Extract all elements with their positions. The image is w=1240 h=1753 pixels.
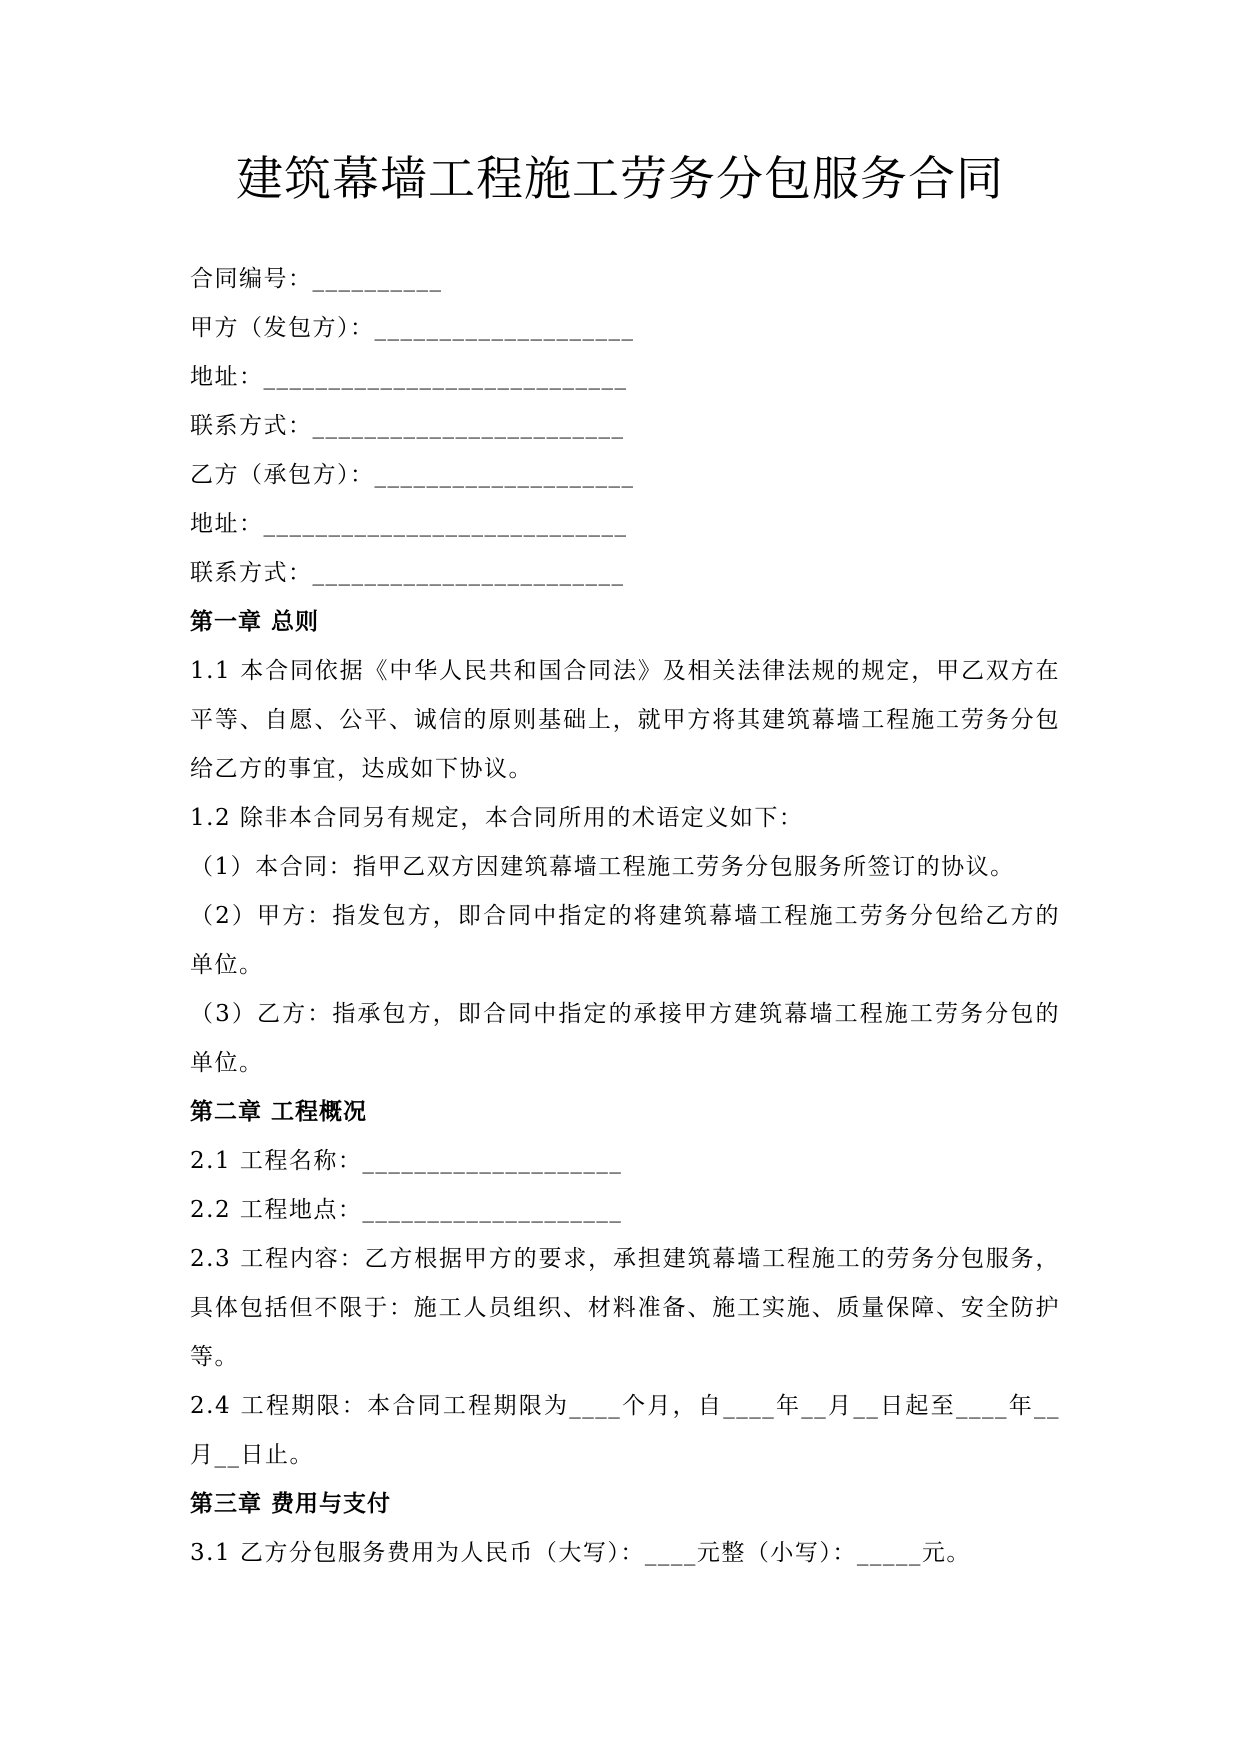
clause-1-2: 1.2 除非本合同另有规定，本合同所用的术语定义如下： [190,805,804,831]
party-b-contact-field: 联系方式：________________________ [190,560,625,586]
clause-2-3: 2.3 工程内容：乙方根据甲方的要求，承担建筑幕墙工程施工的劳务分包服务，具体包括但不限于：施工人员组织、材料准备、施工实施、质量保障、安全防护等。 [190,1246,1060,1370]
document-title: 建筑幕墙工程施工劳务分包服务合同 [236,152,1004,207]
clause-2-1: 2.1 工程名称：____________________ [190,1148,623,1174]
party-a-address-field: 地址：____________________________ [190,364,628,390]
chapter-3-heading: 第三章 费用与支付 [190,1491,392,1517]
party-b-field: 乙方（承包方）：____________________ [190,462,635,488]
clause-3-1: 3.1 乙方分包服务费用为人民币（大写）：____元整（小写）：_____元。 [190,1540,971,1566]
contract-number-field: 合同编号：__________ [190,266,443,292]
definition-2: （2）甲方：指发包方，即合同中指定的将建筑幕墙工程施工劳务分包给乙方的单位。 [190,903,1060,978]
chapter-2-heading: 第二章 工程概况 [190,1099,368,1125]
party-a-contact-field: 联系方式：________________________ [190,413,625,439]
clause-2-2: 2.2 工程地点：____________________ [190,1197,623,1223]
definition-1: （1）本合同：指甲乙双方因建筑幕墙工程施工劳务分包服务所签订的协议。 [190,854,1015,880]
definition-3: （3）乙方：指承包方，即合同中指定的承接甲方建筑幕墙工程施工劳务分包的单位。 [190,1001,1060,1076]
party-b-address-field: 地址：____________________________ [190,511,628,537]
clause-1-1: 1.1 本合同依据《中华人民共和国合同法》及相关法律法规的规定，甲乙双方在平等、自愿、公平、诚信的原则基础上，就甲方将其建筑幕墙工程施工劳务分包给乙方的事宜，达成如下协议。 [190,658,1060,782]
chapter-1-heading: 第一章 总则 [190,609,320,635]
party-a-field: 甲方（发包方）：____________________ [190,315,635,341]
document-body [190,255,1060,1578]
clause-2-4: 2.4 工程期限：本合同工程期限为____个月，自____年__月__日起至____年__月__日止。 [190,1393,1060,1468]
